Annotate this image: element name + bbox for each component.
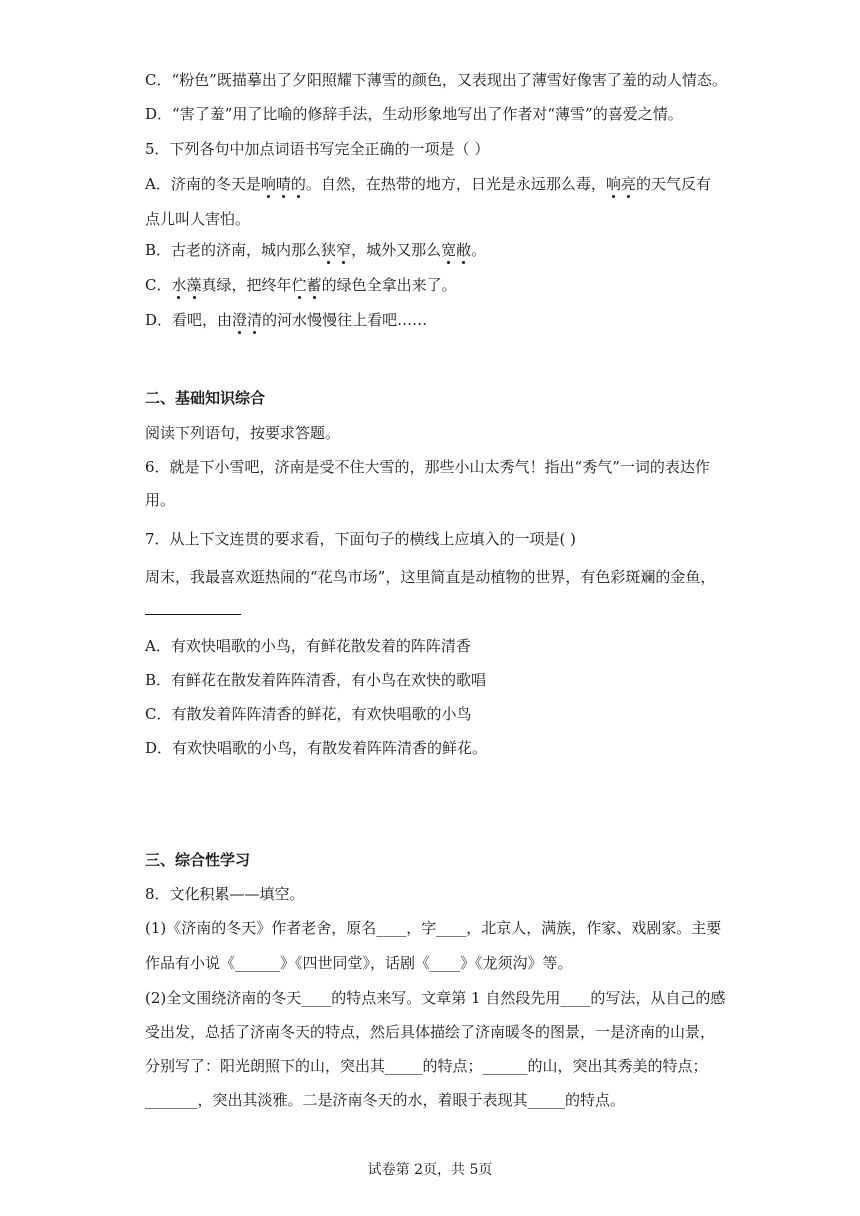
- question-7-option-b: B．有鲜花在散发着阵阵清香，有小鸟在欢快的歌唱: [145, 671, 487, 689]
- dotted-word: [321, 241, 351, 259]
- dotted-char: 蓄: [306, 276, 322, 294]
- dotted-char: 敝: [456, 241, 472, 259]
- section-3-heading: 三、综合性学习: [145, 851, 251, 869]
- question-5-option-a: A．济南的冬天是响晴的。自然，在热带的地方，日光是永远那么毒，响亮的天气反有: [145, 175, 711, 193]
- question-5-option-c: C．水藻真绿，把终年伫蓄的绿色全拿出来了。: [145, 276, 457, 294]
- question-8-part-2-line-3: 分别写了：阳光朗照下的山，突出其_____的特点；______的山，突出其秀美的特点；: [145, 1057, 708, 1075]
- dotted-char: 窄: [336, 241, 352, 259]
- option-c: C．“粉色”既描摹出了夕阳照耀下薄雪的颜色，又表现出了薄雪好像害了羞的动人情态。: [145, 71, 727, 89]
- dotted-char: 的: [290, 175, 306, 193]
- question-5-option-d: D．看吧，由澄清的河水慢慢往上看吧……: [145, 311, 428, 329]
- question-5: 5．下列各句中加点词语书写完全正确的一项是（ ）: [145, 140, 490, 158]
- dotted-char: 晴: [275, 175, 291, 193]
- dotted-word: [261, 175, 306, 193]
- answer-blank: [145, 600, 241, 615]
- question-7-option-a: A．有欢快唱歌的小鸟，有鲜花散发着的阵阵清香: [145, 637, 471, 655]
- question-8-part-2-line-4: _______，突出其淡雅。二是济南冬天的水，着眼于表现其_____的特点。: [145, 1091, 626, 1109]
- dotted-char: 狭: [321, 241, 337, 259]
- question-8-part-1-line-1: (1)《济南的冬天》作者老舍，原名____，字____，北京人，满族，作家、戏剧家。主要: [145, 919, 722, 937]
- question-6-cont: 用。: [145, 491, 176, 509]
- dotted-char: 伫: [291, 276, 307, 294]
- dotted-char: 清: [247, 311, 263, 329]
- question-5-option-a-cont: 点儿叫人害怕。: [145, 210, 251, 228]
- question-8-part-2-line-1: (2)全文围绕济南的冬天____的特点来写。文章第 1 自然段先用____的写法，从自己的感: [145, 989, 726, 1007]
- question-6: 6．就是下小雪吧，济南是受不住大雪的，那些小山太秀气！指出“秀气”一词的表达作: [145, 458, 710, 476]
- question-8-part-1-line-2: 作品有小说《______》《四世同堂》，话剧《____》《龙须沟》等。: [145, 954, 573, 972]
- option-d: D．“害了羞”用了比喻的修辞手法，生动形象地写出了作者对“薄雪”的喜爱之情。: [145, 105, 683, 123]
- reading-instruction: 阅读下列语句，按要求答题。: [145, 424, 341, 442]
- section-2-heading: 二、基础知识综合: [145, 389, 266, 407]
- question-8-part-2-line-2: 受出发，总括了济南冬天的特点，然后具体描绘了济南暖冬的图景，一是济南的山景，: [145, 1023, 716, 1041]
- question-8: 8．文化积累——填空。: [145, 885, 305, 903]
- question-7: 7．从上下文连贯的要求看，下面句子的横线上应填入的一项是( ): [145, 530, 577, 548]
- question-7-option-c: C．有散发着阵阵清香的鲜花，有欢快唱歌的小鸟: [145, 705, 472, 723]
- dotted-char: 藻: [186, 276, 202, 294]
- question-7-blank: [145, 600, 241, 620]
- dotted-word: [292, 276, 322, 294]
- dotted-char: 响: [260, 175, 276, 193]
- dotted-word: [606, 175, 636, 193]
- dotted-char: 宽: [441, 241, 457, 259]
- dotted-word: [232, 311, 262, 329]
- question-5-option-b: B．古老的济南，城内那么狭窄，城外又那么宽敝。: [145, 241, 487, 259]
- dotted-char: 澄: [232, 311, 248, 329]
- dotted-char: 响: [605, 175, 621, 193]
- question-7-text: 周末，我最喜欢逛热闹的“花鸟市场”，这里简直是动植物的世界，有色彩斑斓的金鱼，: [145, 568, 716, 586]
- dotted-char: 亮: [620, 175, 636, 193]
- dotted-word: [171, 276, 201, 294]
- dotted-word: [441, 241, 471, 259]
- dotted-char: 水: [171, 276, 187, 294]
- page-footer: 试卷第 2页，共 5页: [367, 1162, 493, 1178]
- question-7-option-d: D．有欢快唱歌的小鸟，有散发着阵阵清香的鲜花。: [145, 739, 488, 757]
